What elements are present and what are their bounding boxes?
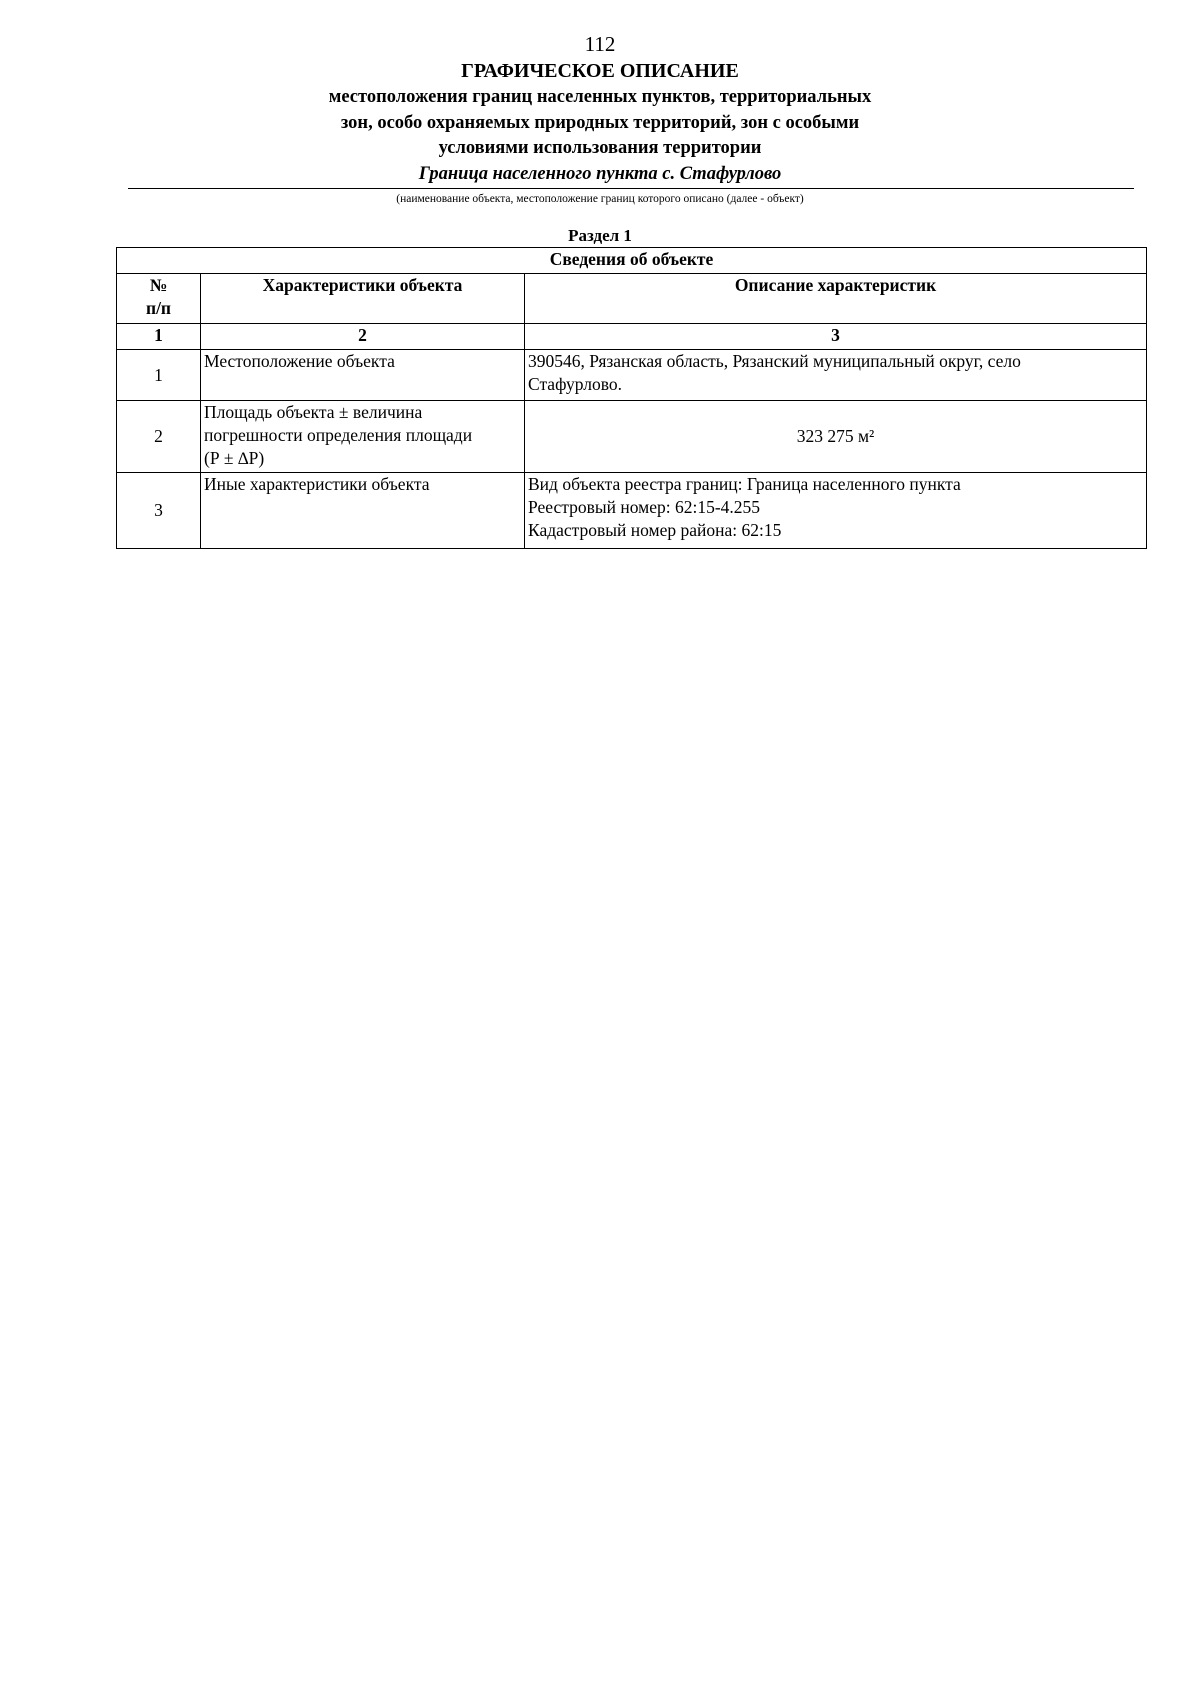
header-num-line: п/п bbox=[145, 298, 172, 318]
characteristic-line: (Р ± ∆Р) bbox=[204, 448, 265, 468]
object-name-caption: (наименование объекта, местоположение границ которого описано (далее - объект) bbox=[396, 193, 804, 205]
table-row bbox=[117, 473, 1147, 549]
table-caption: Сведения об объекте bbox=[117, 248, 1147, 274]
table-caption-row bbox=[117, 248, 1147, 274]
header-num bbox=[117, 274, 201, 324]
row-characteristic: Иные характеристики объекта bbox=[201, 473, 525, 549]
header-characteristics: Характеристики объекта bbox=[201, 274, 525, 324]
row-characteristic: Местоположение объекта bbox=[201, 350, 525, 401]
table-row bbox=[117, 401, 1147, 473]
section-title: Раздел 1 bbox=[568, 226, 632, 245]
table-row bbox=[117, 350, 1147, 401]
characteristic-line: погрешности определения площади bbox=[204, 425, 473, 445]
row-number: 1 bbox=[117, 350, 201, 401]
object-info-table bbox=[116, 247, 1147, 549]
document-subtitle bbox=[0, 85, 1200, 162]
description-line: Кадастровый номер района: 62:15 bbox=[528, 520, 782, 540]
table-header-row bbox=[117, 274, 1147, 324]
document-title: ГРАФИЧЕСКОЕ ОПИСАНИЕ bbox=[461, 60, 739, 82]
row-number: 2 bbox=[117, 401, 201, 473]
description-line: Стафурлово. bbox=[528, 374, 622, 394]
characteristic-line: Площадь объекта ± величина bbox=[204, 402, 423, 422]
column-number: 2 bbox=[201, 324, 525, 350]
page-number: 112 bbox=[584, 32, 616, 56]
row-description bbox=[525, 350, 1147, 401]
object-name-underline bbox=[128, 188, 1134, 189]
subtitle-line: зон, особо охраняемых природных территорий, зон с особыми bbox=[340, 112, 860, 133]
description-line: Вид объекта реестра границ: Граница населенного пункта bbox=[528, 474, 961, 494]
header-num-line: № bbox=[149, 275, 168, 295]
row-number: 3 bbox=[117, 473, 201, 549]
row-description: 323 275 м² bbox=[525, 401, 1147, 473]
description-line: Реестровый номер: 62:15-4.255 bbox=[528, 497, 761, 517]
row-description bbox=[525, 473, 1147, 549]
header-description: Описание характеристик bbox=[525, 274, 1147, 324]
object-name: Граница населенного пункта с. Стафурлово bbox=[418, 164, 782, 184]
description-line: 390546, Рязанская область, Рязанский муниципальный округ, село bbox=[528, 351, 1021, 371]
subtitle-line: местоположения границ населенных пунктов, территориальных bbox=[328, 87, 872, 107]
column-number: 1 bbox=[117, 324, 201, 350]
column-number-row bbox=[117, 324, 1147, 350]
row-characteristic bbox=[201, 401, 525, 473]
column-number: 3 bbox=[525, 324, 1147, 350]
subtitle-line: условиями использования территории bbox=[438, 138, 762, 158]
